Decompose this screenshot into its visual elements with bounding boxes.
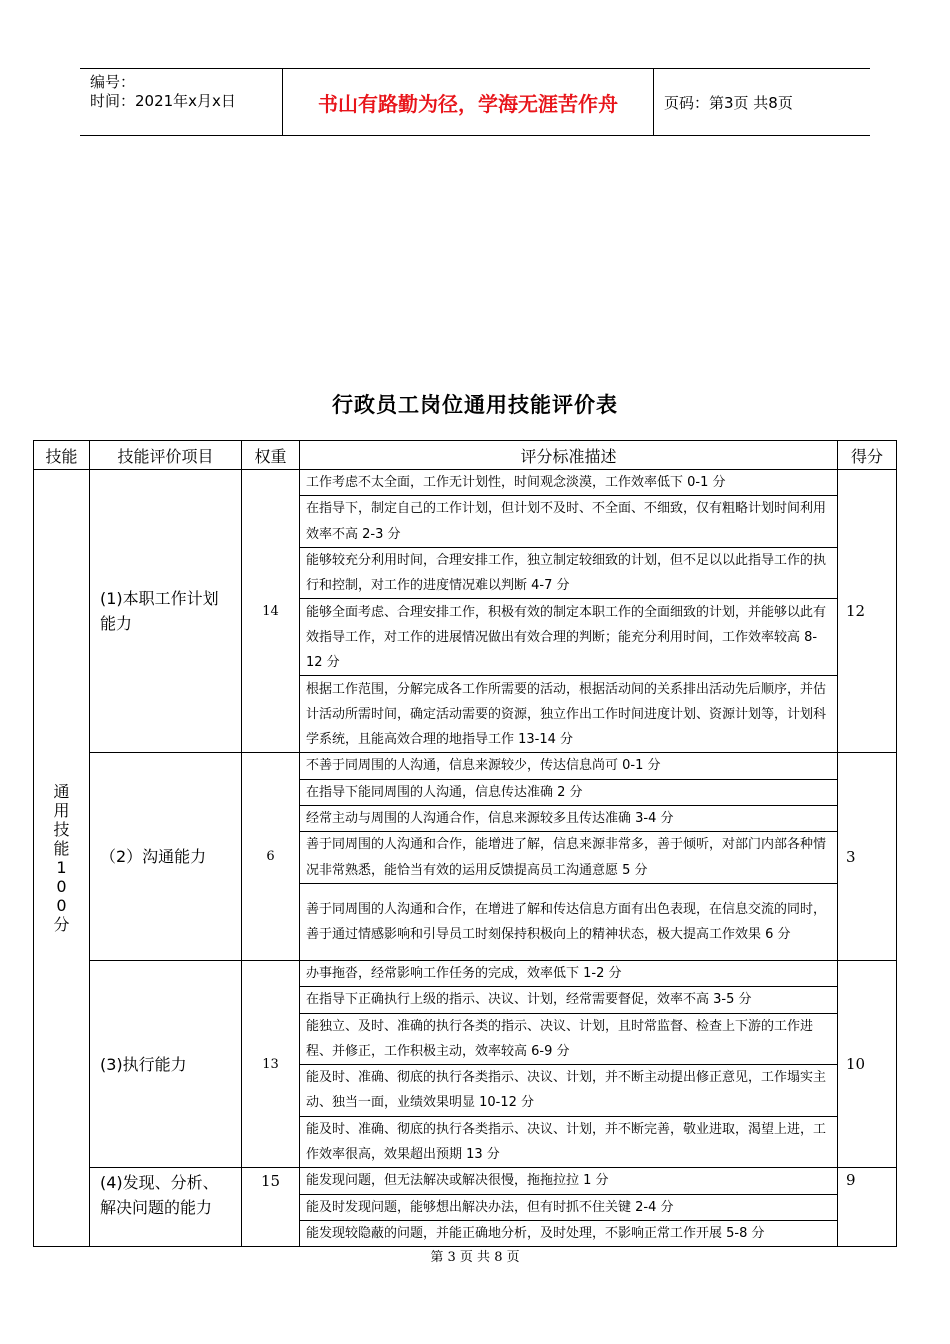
header-meta	[80, 69, 282, 135]
header-weight: 权重	[242, 441, 300, 470]
category-cell	[34, 470, 90, 1247]
page-header	[80, 68, 870, 136]
header-item: 技能评价项目	[90, 441, 242, 470]
header-score: 得分	[838, 441, 897, 470]
weight-cell: 15	[242, 1168, 300, 1247]
criteria-cell: 经常主动与周围的人沟通合作，信息来源较多且传达准确 3-4 分	[300, 806, 838, 832]
criteria-cell: 在指导下能同周围的人沟通，信息传达准确 2 分	[300, 779, 838, 805]
score-cell: 3	[838, 753, 897, 960]
motto: 书山有路勤为径，学海无涯苦作舟	[282, 69, 654, 135]
score-cell: 10	[838, 960, 897, 1167]
criteria-cell: 能发现较隐蔽的问题，并能正确地分析，及时处理，不影响正常工作开展 5-8 分	[300, 1220, 838, 1246]
header-criteria: 评分标准描述	[300, 441, 838, 470]
document-title: 行政员工岗位通用技能评价表	[332, 393, 618, 417]
item-cell: (3)执行能力	[90, 960, 242, 1167]
criteria-cell: 能发现问题，但无法解决或解决很慢，拖拖拉拉 1 分	[300, 1168, 838, 1194]
time-label: 时间：2021年x月x日	[90, 92, 236, 110]
criteria-cell: 根据工作范围，分解完成各工作所需要的活动，根据活动间的关系排出活动先后顺序，并估计活动所需时间，确定活动需要的资源，独立作出工作时间进度计划、资源计划等，计划科学系统，且能高效合理的地指导工作 13-14 分	[300, 676, 838, 753]
weight-cell: 14	[242, 470, 300, 753]
criteria-cell: 办事拖沓，经常影响工作任务的完成，效率低下 1-2 分	[300, 960, 838, 986]
table-row	[34, 753, 897, 779]
table-row	[34, 960, 897, 986]
weight-cell: 6	[242, 753, 300, 960]
criteria-cell: 能及时发现问题，能够想出解决办法，但有时抓不住关键 2-4 分	[300, 1194, 838, 1220]
criteria-cell: 能够全面考虑、合理安排工作，积极有效的制定本职工作的全面细致的计划，并能够以此有效指导工作，对工作的进展情况做出有效合理的判断；能充分利用时间，工作效率较高 8-12 分	[300, 599, 838, 676]
number-label: 编号：	[90, 73, 136, 91]
item-cell: （2）沟通能力	[90, 753, 242, 960]
criteria-cell: 能够较充分利用时间，合理安排工作，独立制定较细致的计划，但不足以以此指导工作的执行和控制，对工作的进度情况难以判断 4-7 分	[300, 547, 838, 599]
criteria-cell: 善于同周围的人沟通和合作，能增进了解，信息来源非常多，善于倾听，对部门内部各种情况非常熟悉，能恰当有效的运用反馈提高员工沟通意愿 5 分	[300, 832, 838, 884]
criteria-cell: 能及时、准确、彻底的执行各类指示、决议、计划，并不断完善，敬业进取，渴望上进，工作效率很高，效果超出预期 13 分	[300, 1116, 838, 1168]
criteria-cell: 工作考虑不太全面，工作无计划性，时间观念淡漠，工作效率低下 0-1 分	[300, 470, 838, 496]
item-cell: (4)发现、分析、解决问题的能力	[90, 1168, 242, 1247]
score-cell: 9	[838, 1168, 897, 1247]
page-footer: 第 3 页 共 8 页	[430, 1250, 520, 1265]
score-cell: 12	[838, 470, 897, 753]
evaluation-table	[33, 440, 897, 1247]
criteria-cell: 不善于同周围的人沟通，信息来源较少，传达信息尚可 0-1 分	[300, 753, 838, 779]
table-row	[34, 470, 897, 496]
criteria-cell: 能独立、及时、准确的执行各类的指示、决议、计划，且时常监督、检查上下游的工作进程、并修正，工作积极主动，效率较高 6-9 分	[300, 1013, 838, 1065]
category-label: 通用技能100分	[53, 782, 70, 935]
item-cell: (1)本职工作计划能力	[90, 470, 242, 753]
table-row	[34, 1168, 897, 1194]
criteria-cell: 能及时、准确、彻底的执行各类指示、决议、计划，并不断主动提出修正意见，工作塌实主动、独当一面，业绩效果明显 10-12 分	[300, 1065, 838, 1117]
table-header-row	[34, 441, 897, 470]
criteria-cell: 在指导下，制定自己的工作计划，但计划不及时、不全面、不细致，仅有粗略计划时间利用效率不高 2-3 分	[300, 496, 838, 548]
header-skill: 技能	[34, 441, 90, 470]
criteria-cell: 在指导下正确执行上级的指示、决议、计划，经常需要督促，效率不高 3-5 分	[300, 987, 838, 1013]
weight-cell: 13	[242, 960, 300, 1167]
page-label: 页码：第3页 共8页	[664, 93, 793, 112]
criteria-cell: 善于同周围的人沟通和合作，在增进了解和传达信息方面有出色表现，在信息交流的同时，善于通过情感影响和引导员工时刻保持积极向上的精神状态，极大提高工作效果 6 分	[300, 883, 838, 960]
